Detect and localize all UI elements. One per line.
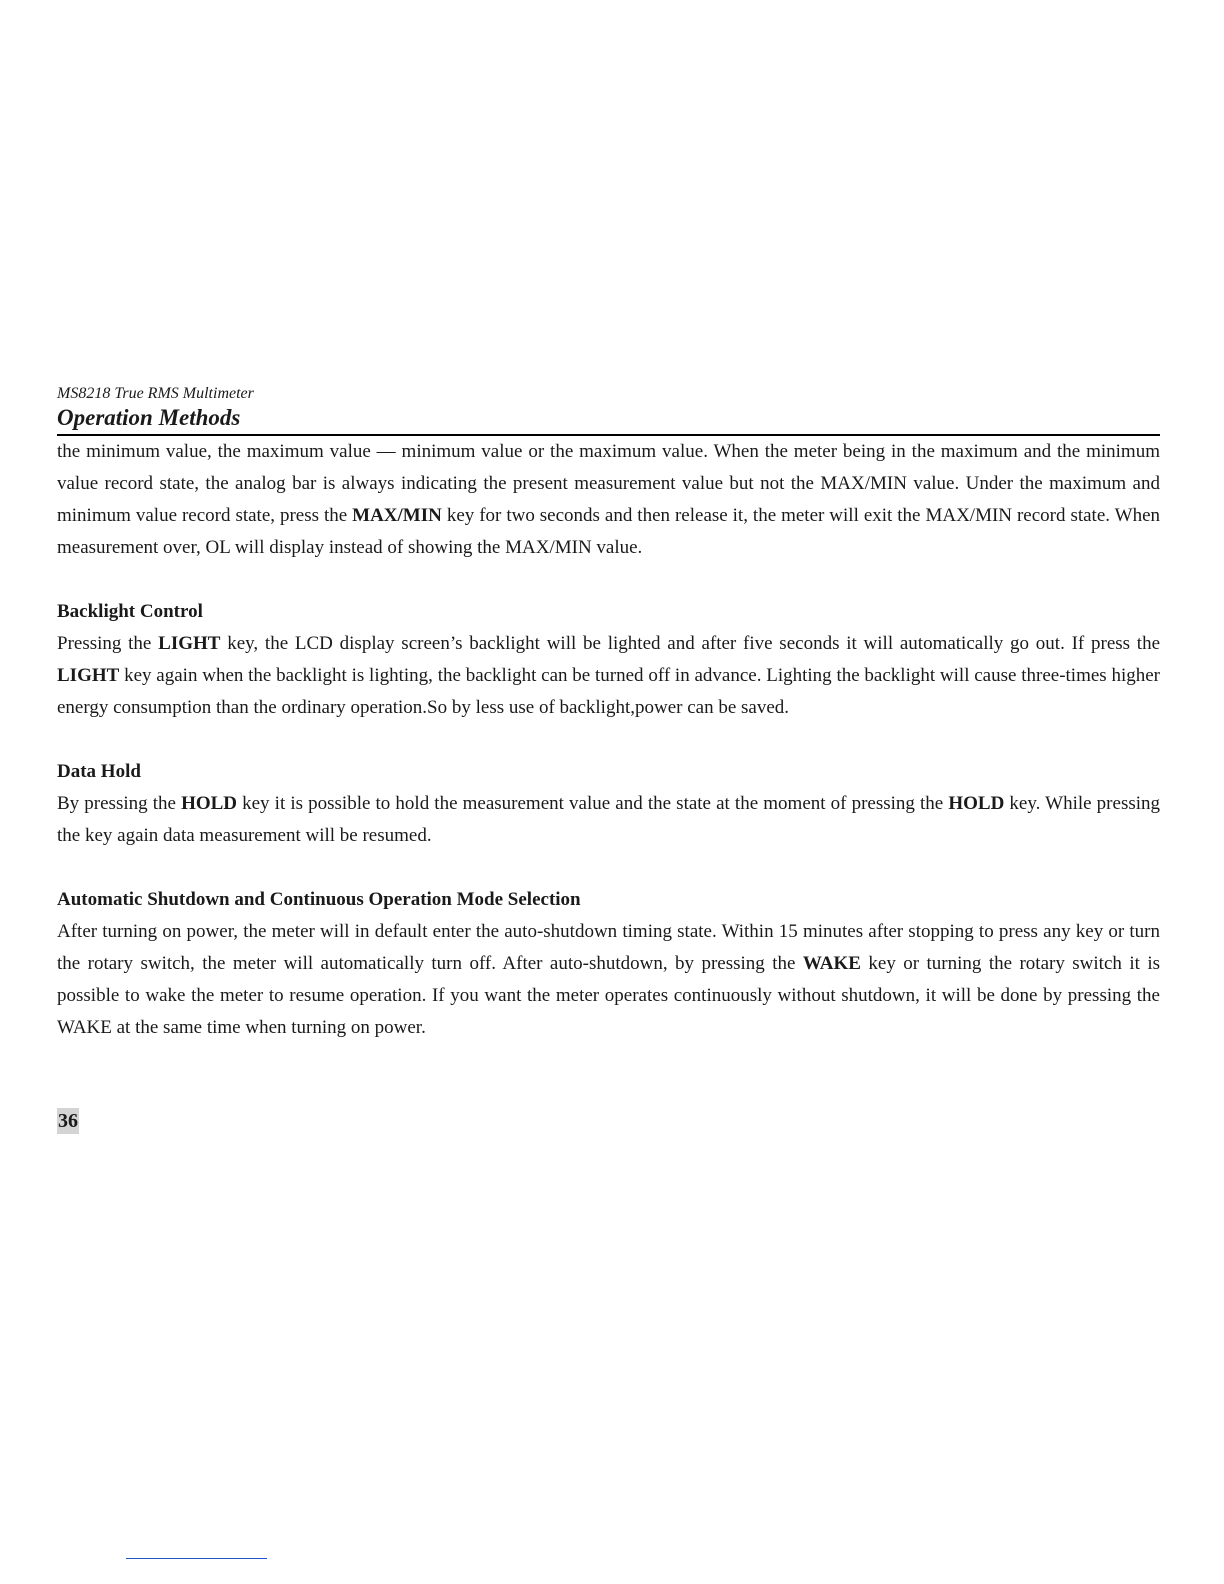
- auto-shutdown-paragraph: After turning on power, the meter will in default enter the auto-shutdown timing state. Within 15 minutes after stopping to press any key or turn the rotary switch, the meter will automatically turn off. After auto-shutdown, by pressing the WAKE key or turning the rotary switch it is possible to wake the meter to resume operation. If you want the meter operates continuously without shutdown, it will be done by pressing the WAKE at the same time when turning on power.: [57, 921, 1160, 1038]
- auto-shutdown-heading: Automatic Shutdown and Continuous Operation Mode Selection: [57, 889, 581, 910]
- light-key: LIGHT: [158, 633, 221, 654]
- hold-key: HOLD: [948, 793, 1005, 814]
- hold-key: HOLD: [181, 793, 238, 814]
- light-key: LIGHT: [57, 665, 120, 686]
- backlight-heading: Backlight Control: [57, 601, 203, 622]
- footer-line: [126, 1558, 267, 1559]
- manual-page: [57, 384, 1160, 1044]
- wake-key: WAKE: [802, 953, 861, 974]
- page-number: 36: [58, 1110, 78, 1132]
- backlight-paragraph: Pressing the LIGHT key, the LCD display screen’s backlight will be lighted and after five seconds it will automatically go out. If press the LIGHT key again when the backlight is lighting, the backlight can be turned off in advance. Lighting the backlight will cause three-times higher energy consumption than the ordinary operation.So by less use of backlight,power can be saved.: [57, 633, 1161, 718]
- section-title: Operation Methods: [57, 405, 241, 430]
- data-hold-heading: Data Hold: [57, 761, 141, 782]
- document-title: MS8218 True RMS Multimeter: [57, 385, 254, 402]
- max-min-key: MAX/MIN: [352, 505, 442, 526]
- data-hold-paragraph: By pressing the HOLD key it is possible to hold the measurement value and the state at the moment of pressing the HOLD key. While pressing the key again data measurement will be resumed.: [57, 793, 1161, 846]
- max-min-paragraph: the minimum value, the maximum value — minimum value or the maximum value. When the meter being in the maximum and the minimum value record state, the analog bar is always indicating the present measurement value but not the MAX/MIN value. Under the maximum and minimum value record state, press the MAX/MIN key for two seconds and then release it, the meter will exit the MAX/MIN record state. When measurement over, OL will display instead of showing the MAX/MIN value.: [57, 441, 1160, 558]
